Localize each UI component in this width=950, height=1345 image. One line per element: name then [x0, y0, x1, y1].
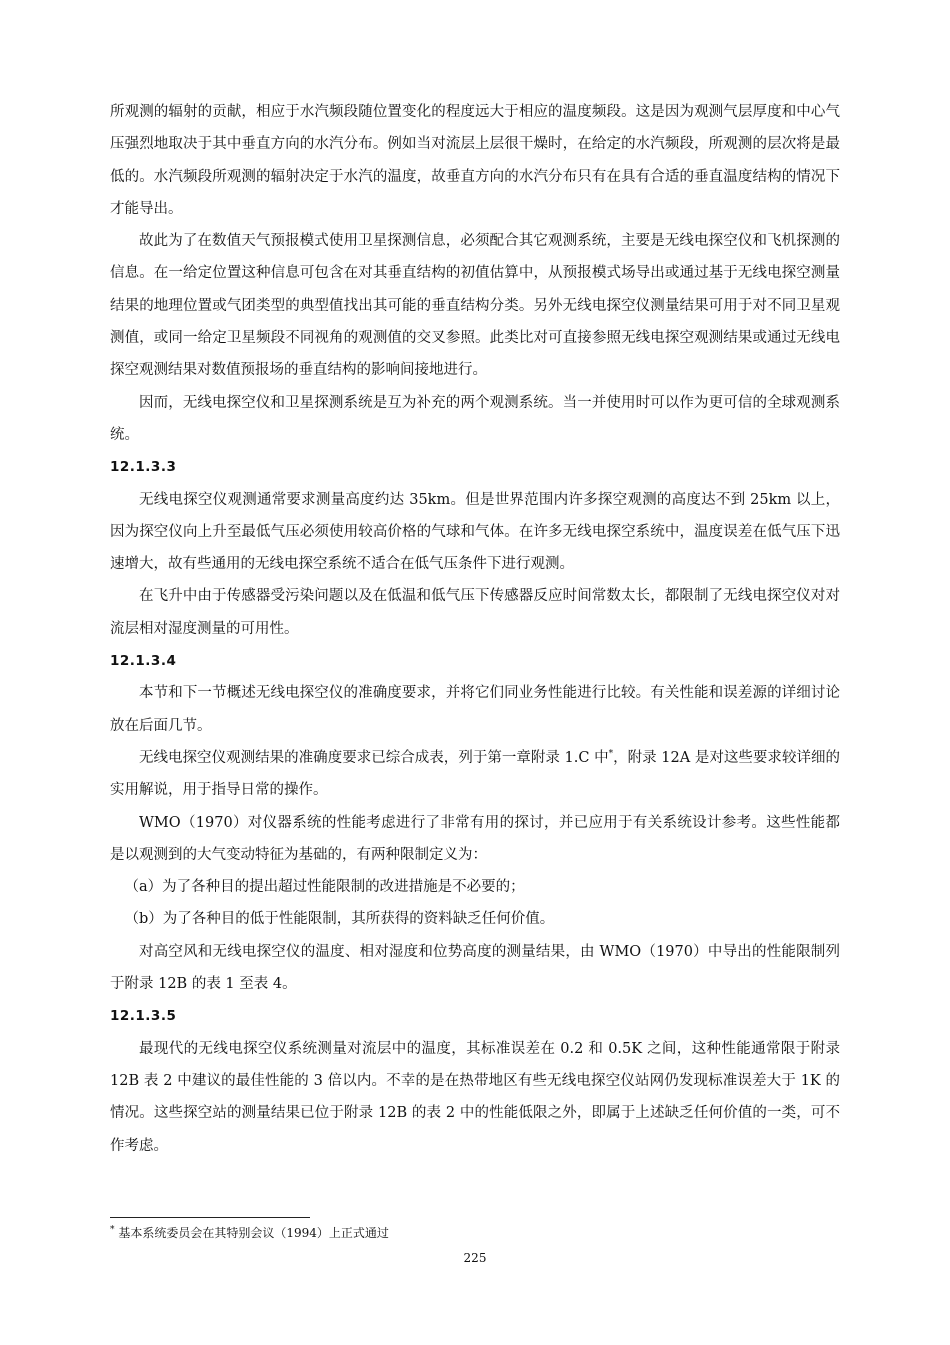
footnote-text: 基本系统委员会在其特别会议（1994）上正式通过: [118, 1226, 389, 1240]
paragraph-satellite-integration: 故此为了在数值天气预报模式使用卫星探测信息，必须配合其它观测系统，主要是无线电探空仪和飞机探测的信息。在一给定位置这种信息可包含在对其垂直结构的初值估算中，从预报模式场导出或通过基于无线电探空测量结果的地理位置或气团类型的典型值找出其可能的垂直结构分类。另外无线电探空仪测量结果可用于对不同卫星观测值，或同一给定卫星频段不同视角的观测值的交叉参照。此类比对可直接参照无线电探空观测结果或通过无线电探空观测结果对数值预报场的垂直结构的影响间接地进行。: [110, 233, 840, 379]
footnote-divider: [110, 1217, 310, 1218]
paragraph-altitude-requirement: 无线电探空仪观测通常要求测量高度约达 35km。但是世界范围内许多探空观测的高度达不到 25km 以上，因为探空仪向上升至最低气压必须使用较高价格的气球和气体。在许多无线电探空系统中，温度误差在低气压下迅速增大，故有些通用的无线电探空系统不适合在低气压条件下进行观测。: [110, 491, 840, 573]
paragraph-complementary-systems: 因而，无线电探空仪和卫星探测系统是互为补充的两个观测系统。当一并使用时可以作为更可信的全球观测系统。: [110, 394, 840, 443]
paragraph-accuracy-table-part2: ，附录 12A 是对这些要求较详细的实用解说，用于指导日常的操作。: [110, 749, 840, 799]
section-heading-12-1-3-4: 12.1.3.4: [110, 653, 177, 670]
paragraph-humidity-limits: 在飞升中由于传感器受污染问题以及在低温和低气压下传感器反应时间常数太长，都限制了无线电探空仪对对流层相对湿度测量的可用性。: [110, 588, 840, 637]
paragraph-wmo-performance: WMO（1970）对仪器系统的性能考虑进行了非常有用的探讨，并已应用于有关系统设计参考。这些性能都是以观测到的大气变动特征为基础的，有两种限制定义为：: [110, 814, 840, 863]
paragraph-performance-limits: 对高空风和无线电探空仪的温度、相对湿度和位势高度的测量结果，由 WMO（1970）中导出的性能限制列于附录 12B 的表 1 至表 4。: [110, 943, 840, 993]
footnote-reference-mark: *: [608, 749, 614, 760]
footnote: [110, 1224, 389, 1242]
paragraph-accuracy-overview: 本节和下一节概述无线电探空仪的准确度要求，并将它们同业务性能进行比较。有关性能和误差源的详细讨论放在后面几节。: [110, 685, 840, 734]
paragraph-continued: 所观测的辐射的贡献，相应于水汽频段随位置变化的程度远大于相应的温度频段。这是因为观测气层厚度和中心气压强烈地取决于其中垂直方向的水汽分布。例如当对流层上层很干燥时，在给定的水汽频段，所观测的层次将是最低的。水汽频段所观测的辐射决定于水汽的温度，故垂直方向的水汽分布只有在具有合适的垂直温度结构的情况下才能导出。: [110, 104, 840, 217]
paragraph-accuracy-table: [110, 742, 840, 807]
list-item-b: （b）为了各种目的低于性能限制，其所获得的资料缺乏任何价值。: [124, 911, 555, 928]
section-heading-12-1-3-3: 12.1.3.3: [110, 459, 177, 476]
paragraph-accuracy-table-part1: 无线电探空仪观测结果的准确度要求已综合成表，列于第一章附录 1.C 中: [139, 749, 609, 766]
paragraph-temperature-errors: 最现代的无线电探空仪系统测量对流层中的温度，其标准误差在 0.2 和 0.5K 之间，这种性能通常限于附录 12B 表 2 中建议的最佳性能的 3 倍以内。不幸的是在热带地区有些无线电探空仪站网仍发现标准误差大于 1K 的情况。这些探空站的测量结果已位于附录 12B 的表 2 中的性能低限之外，即属于上述缺乏任何价值的一类，可不作考虑。: [110, 1040, 840, 1154]
page-number: 225: [463, 1251, 487, 1265]
footnote-mark: *: [110, 1225, 115, 1235]
list-item-a: （a）为了各种目的提出超过性能限制的改进措施是不必要的；: [124, 879, 525, 896]
section-heading-12-1-3-5: 12.1.3.5: [110, 1008, 177, 1025]
